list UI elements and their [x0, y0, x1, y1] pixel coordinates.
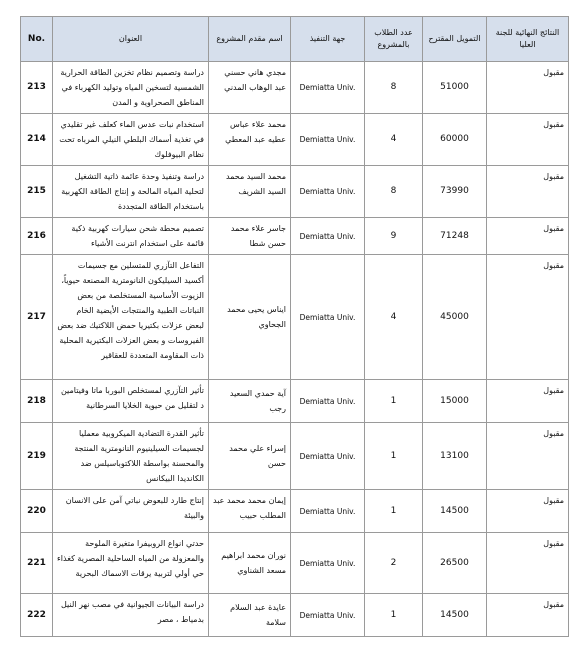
row-funding: 13100: [423, 423, 487, 490]
row-institution: Demiatta Univ.: [291, 114, 365, 166]
row-funding: 14500: [423, 594, 487, 637]
row-institution: Demiatta Univ.: [291, 218, 365, 255]
table-row: [21, 490, 569, 533]
row-title: تصميم محطة شحن سيارات كهربية ذكية قائمة على استخدام انترنت الأشياء: [53, 218, 209, 255]
row-funding: 73990: [423, 166, 487, 218]
row-students: 8: [365, 62, 423, 114]
row-institution: Demiatta Univ.: [291, 594, 365, 637]
row-funding: 60000: [423, 114, 487, 166]
row-funding: 71248: [423, 218, 487, 255]
row-title: استخدام نبات عدس الماء كعلف غير تقليدي في تغذية أسماك البلطي النيلي المرباه تحت نظام البيوفلوك: [53, 114, 209, 166]
header-students: عدد الطلاب بالمشروع: [365, 17, 423, 62]
table-row: [21, 114, 569, 166]
table-row: [21, 380, 569, 423]
header-owner: اسم مقدم المشروع: [209, 17, 291, 62]
row-number: 215: [21, 166, 53, 218]
row-title: تأثير القدرة التضادية الميكروبية معمليا لجسيمات السيلينيوم النانومترية المنتجة والمحسنة بواسطة اللاكتوباسيلس ضد الكانديدا البيكانس: [53, 423, 209, 490]
table-row: [21, 423, 569, 490]
row-students: 2: [365, 533, 423, 594]
row-result: مقبول: [487, 533, 569, 594]
row-funding: 14500: [423, 490, 487, 533]
row-title: حدتي انواع الروبيفرا متغيرة الملوحة والمعزولة من المياه الساحلية المصرية كغذاء حي أولي لتربية يرقات الاسماك البحرية: [53, 533, 209, 594]
row-funding: 51000: [423, 62, 487, 114]
row-title: تأثير التآزري لمستخلص البوربا ماتا وفيتامين د لتقليل من حيوية الخلايا السرطانية: [53, 380, 209, 423]
row-result: مقبول: [487, 166, 569, 218]
row-funding: 45000: [423, 255, 487, 380]
row-number: 213: [21, 62, 53, 114]
header-title: العنوان: [53, 17, 209, 62]
table-row: [21, 533, 569, 594]
table-row: [21, 594, 569, 637]
row-funding: 26500: [423, 533, 487, 594]
row-result: مقبول: [487, 62, 569, 114]
row-students: 9: [365, 218, 423, 255]
header-funding: التمويل المقترح: [423, 17, 487, 62]
row-owner: محمد السيد محمد السيد الشريف: [209, 166, 291, 218]
row-owner: مجدي هاني حسني عبد الوهاب المدني: [209, 62, 291, 114]
table-row: [21, 166, 569, 218]
row-number: 216: [21, 218, 53, 255]
row-students: 4: [365, 114, 423, 166]
row-title: دراسة وتصميم نظام تخزين الطاقة الحرارية الشمسية لتسخين المياه وتوليد الكهرباء في المناطق الصحراوية و المدن: [53, 62, 209, 114]
row-number: 217: [21, 255, 53, 380]
row-number: 222: [21, 594, 53, 637]
row-owner: جاسر علاء محمد حسن شطا: [209, 218, 291, 255]
row-result: مقبول: [487, 380, 569, 423]
table-row: [21, 255, 569, 380]
row-owner: محمد علاء عباس عطيه عبد المعطي: [209, 114, 291, 166]
row-institution: Demiatta Univ.: [291, 255, 365, 380]
row-result: مقبول: [487, 423, 569, 490]
row-title: دراسة البيانات الجيوانية في مصب نهر النيل بدمياط ، مصر: [53, 594, 209, 637]
row-students: 1: [365, 490, 423, 533]
table-row: [21, 62, 569, 114]
row-result: مقبول: [487, 114, 569, 166]
header-result: النتائج النهائية للجنة العليا: [487, 17, 569, 62]
projects-table-sheet: [20, 16, 568, 637]
row-result: مقبول: [487, 594, 569, 637]
row-owner: إسراء علي محمد حسن: [209, 423, 291, 490]
row-title: إنتاج طارد للبعوض نباتي آمن على الانسان والبيئة: [53, 490, 209, 533]
row-funding: 15000: [423, 380, 487, 423]
row-owner: إيمان محمد محمد عبد المطلب حبيب: [209, 490, 291, 533]
row-title: التفاعل التآزري للمتسلين مع جسيمات أكسيد السيليكون النانومترية المصنعة حيوياً، الزيوت الأساسية المستخلصة من بعض النباتات الطبية والمنتجات الأيضية الخام لبعض عزلات بكتيريا حمض اللاكتيك ضد بعض الفيروسات و بعض العزلات البكتيرية المحلية ذات المقاومة المتعددة للعقاقير: [53, 255, 209, 380]
row-number: 214: [21, 114, 53, 166]
row-institution: Demiatta Univ.: [291, 166, 365, 218]
row-owner: ايناس يحيى محمد الجحاوي: [209, 255, 291, 380]
row-institution: Demiatta Univ.: [291, 490, 365, 533]
row-institution: Demiatta Univ.: [291, 423, 365, 490]
row-students: 8: [365, 166, 423, 218]
row-title: دراسة وتنفيذ وحدة عائمة ذاتية التشغيل لتحلية المياه المالحة و إنتاج الطاقة الكهربية باستخدام الطاقة المتجددة: [53, 166, 209, 218]
row-institution: Demiatta Univ.: [291, 533, 365, 594]
row-number: 220: [21, 490, 53, 533]
row-result: مقبول: [487, 490, 569, 533]
row-institution: Demiatta Univ.: [291, 62, 365, 114]
row-owner: آية حمدي السعيد رجب: [209, 380, 291, 423]
row-institution: Demiatta Univ.: [291, 380, 365, 423]
row-students: 1: [365, 380, 423, 423]
row-students: 1: [365, 594, 423, 637]
row-result: مقبول: [487, 255, 569, 380]
row-number: 221: [21, 533, 53, 594]
row-owner: عايدة عبد السلام سلامة: [209, 594, 291, 637]
header-no: No.: [21, 17, 53, 62]
row-result: مقبول: [487, 218, 569, 255]
row-number: 219: [21, 423, 53, 490]
row-students: 4: [365, 255, 423, 380]
row-owner: نوران محمد ابراهيم مسعد الشناوي: [209, 533, 291, 594]
header-institution: جهة التنفيذ: [291, 17, 365, 62]
table-row: [21, 218, 569, 255]
projects-table: [20, 16, 569, 637]
row-students: 1: [365, 423, 423, 490]
table-header-row: [21, 17, 569, 62]
row-number: 218: [21, 380, 53, 423]
